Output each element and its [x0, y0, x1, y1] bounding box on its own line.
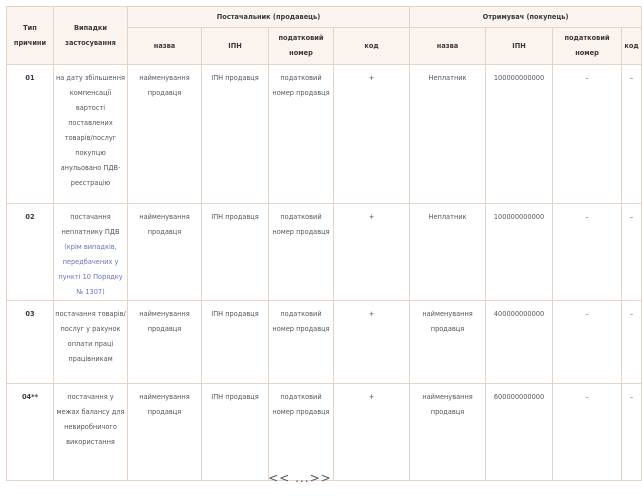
header-recipient-ipn: ІПН — [486, 28, 553, 65]
type-cell: 02 — [7, 204, 54, 301]
reason-types-table — [6, 6, 642, 481]
table-row — [7, 384, 642, 481]
header-supplier-code: код — [334, 28, 410, 65]
supplier-name-cell: найменування продавця — [128, 204, 202, 301]
procedure-link[interactable]: (крім випадків, передбачених у пункті 10 Порядку № 1307) — [58, 243, 123, 296]
supplier-tax-number-cell: податковий номер продавця — [269, 65, 334, 204]
supplier-tax-number-cell: податковий номер продавця — [269, 301, 334, 384]
supplier-code-cell: + — [334, 301, 410, 384]
recipient-tax-number-cell: – — [553, 204, 622, 301]
header-supplier-name: назва — [128, 28, 202, 65]
supplier-name-cell: найменування продавця — [128, 384, 202, 481]
type-cell: 01 — [7, 65, 54, 204]
recipient-tax-number-cell: – — [553, 384, 622, 481]
supplier-ipn-cell: ІПН продавця — [202, 204, 269, 301]
supplier-code-cell: + — [334, 204, 410, 301]
recipient-tax-number-cell: – — [553, 301, 622, 384]
header-supplier-tax-number: податковий номер — [269, 28, 334, 65]
supplier-code-cell: + — [334, 65, 410, 204]
case-cell: на дату збільшення компенсації вартості поставлених товарів/послуг покупцю анульовано ПДВ-реєстрацію — [54, 65, 128, 204]
header-supplier: Постачальник (продавець) — [128, 7, 410, 28]
case-cell — [54, 204, 128, 301]
header-recipient-name: назва — [410, 28, 486, 65]
supplier-tax-number-cell: податковий номер продавця — [269, 384, 334, 481]
recipient-name-cell: Неплатник — [410, 65, 486, 204]
header-recipient: Отримувач (покупець) — [410, 7, 642, 28]
supplier-name-cell: найменування продавця — [128, 65, 202, 204]
recipient-ipn-cell: 400000000000 — [486, 301, 553, 384]
recipient-code-cell: – — [622, 65, 642, 204]
recipient-ipn-cell: 100000000000 — [486, 65, 553, 204]
table-row — [7, 65, 642, 204]
header-use-cases: Випадки застосування — [54, 7, 128, 65]
supplier-code-cell: + — [334, 384, 410, 481]
case-text: постачання неплатнику ПДВ — [61, 213, 120, 236]
recipient-ipn-cell: 600000000000 — [486, 384, 553, 481]
type-cell: 03 — [7, 301, 54, 384]
recipient-name-cell: Неплатник — [410, 204, 486, 301]
supplier-ipn-cell: ІПН продавця — [202, 384, 269, 481]
recipient-code-cell: – — [622, 384, 642, 481]
header-type-of-reason: Тип причини — [7, 7, 54, 65]
type-cell: 04** — [7, 384, 54, 481]
header-recipient-code: код — [622, 28, 642, 65]
supplier-name-cell: найменування продавця — [128, 301, 202, 384]
recipient-ipn-cell: 100000000000 — [486, 204, 553, 301]
recipient-name-cell: найменування продавця — [410, 384, 486, 481]
supplier-ipn-cell: ІПН продавця — [202, 301, 269, 384]
recipient-code-cell: – — [622, 301, 642, 384]
pagination-expand-control[interactable]: << ...>> — [268, 471, 332, 485]
header-supplier-ipn: ІПН — [202, 28, 269, 65]
case-cell: постачання у межах балансу для невиробничого використання — [54, 384, 128, 481]
recipient-code-cell: – — [622, 204, 642, 301]
header-recipient-tax-number: податковий номер — [553, 28, 622, 65]
table-row — [7, 301, 642, 384]
case-cell: постачання товарів/послуг у рахунок оплати праці працівникам — [54, 301, 128, 384]
recipient-name-cell: найменування продавця — [410, 301, 486, 384]
recipient-tax-number-cell: – — [553, 65, 622, 204]
table-viewport — [6, 6, 639, 466]
table-row — [7, 204, 642, 301]
supplier-ipn-cell: ІПН продавця — [202, 65, 269, 204]
supplier-tax-number-cell: податковий номер продавця — [269, 204, 334, 301]
